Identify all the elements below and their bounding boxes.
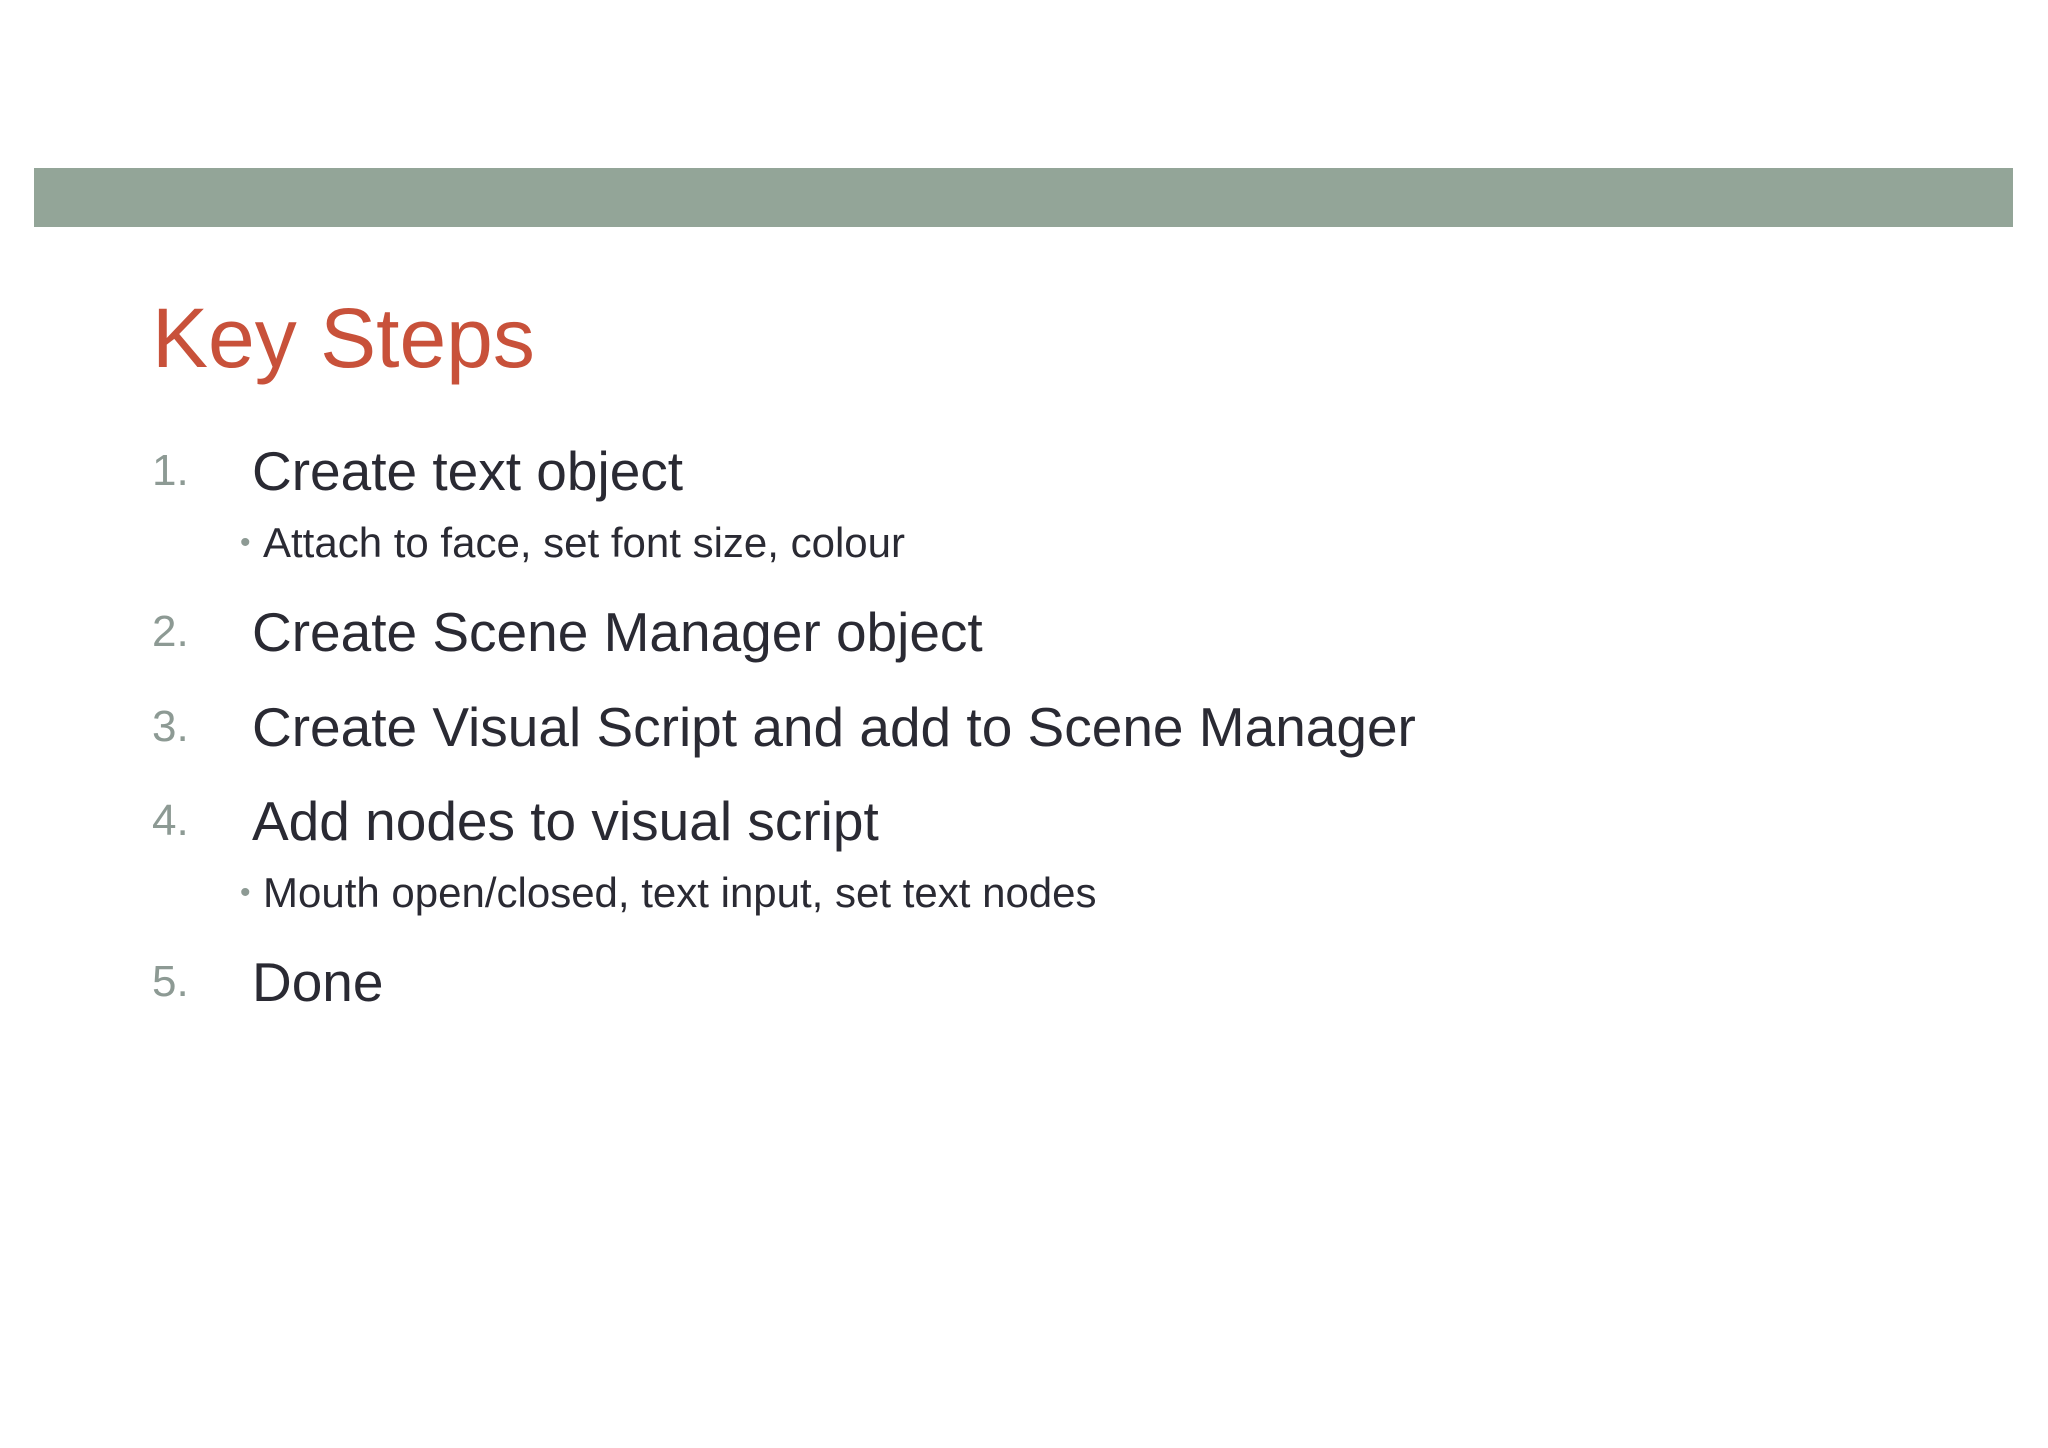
step-number: 3. bbox=[152, 702, 189, 751]
bullet-icon: • bbox=[240, 526, 251, 559]
step-text: Add nodes to visual script bbox=[252, 790, 879, 852]
step-number: 4. bbox=[152, 796, 189, 845]
step-number: 2. bbox=[152, 607, 189, 656]
step-text: Create Scene Manager object bbox=[252, 601, 983, 663]
bullet-icon: • bbox=[240, 876, 251, 909]
step-number: 5. bbox=[152, 957, 189, 1006]
sub-item-text: Attach to face, set font size, colour bbox=[263, 519, 905, 566]
sub-item-text: Mouth open/closed, text input, set text nodes bbox=[263, 869, 1097, 916]
step-text: Create Visual Script and add to Scene Manager bbox=[252, 696, 1416, 758]
step-number: 1. bbox=[152, 446, 189, 495]
slide-title: Key Steps bbox=[152, 291, 535, 385]
step-text: Done bbox=[252, 951, 384, 1013]
steps-list bbox=[152, 0, 1952, 1448]
step-text: Create text object bbox=[252, 440, 684, 502]
